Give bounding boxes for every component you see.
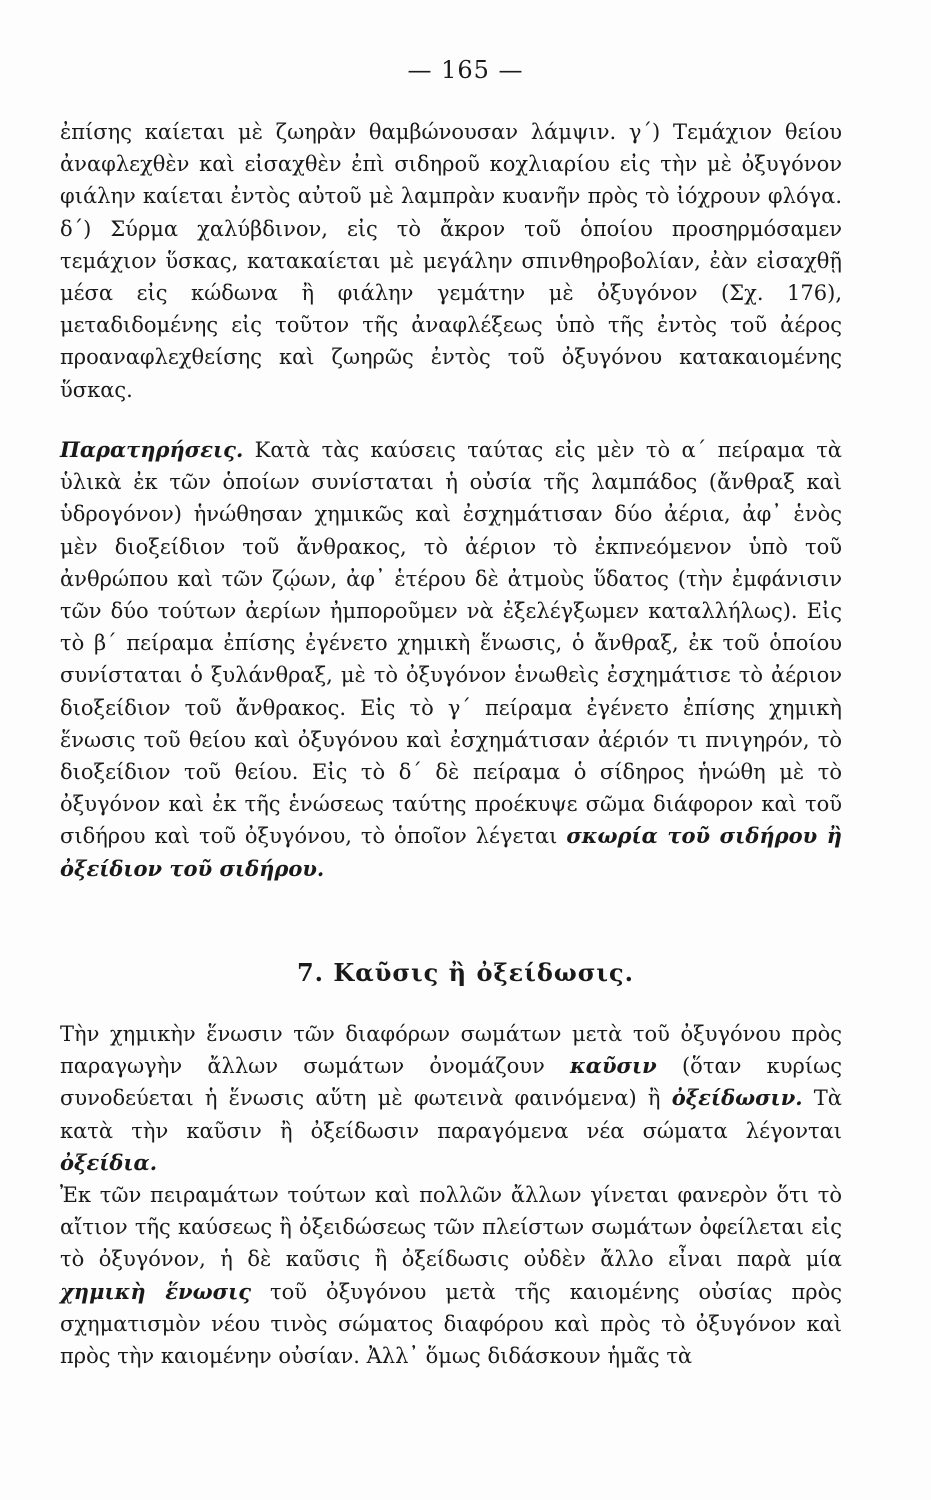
paragraph-body (60, 1018, 842, 1179)
section-heading: 7. Καῦσις ἢ ὀξείδωσις. (296, 958, 635, 987)
paragraph-text: ἐπίσης καίεται μὲ ζωηρὰν θαμβώνουσαν λάμψιν. γ΄) Τεμάχιον θείου ἀναφλεχθὲν καὶ εἰσαχθὲν ἐπὶ σιδηροῦ κοχλιαρίου εἰς τὴν μὲ ὀξυγόνον φιάλην καίεται ἐντὸς αὐτοῦ μὲ λαμπρὰν κυανῆν πρὸς τὸ ἰόχρουν φλόγα. δ΄) Σύρμα χαλύβδινον, εἰς τὸ ἄκρον τοῦ ὁποίου προσηρμόσαμεν τεμάχιον ὕσκας, κατακαίεται μὲ μεγάλην σπινθηροβολίαν, ἐὰν εἰσαχθῇ μέσα εἰς κώδωνα ἢ φιάλην γεμάτην μὲ ὀξυγόνον (Σχ. 176), μεταδιδομένης εἰς τοῦτον τῆς ἀναφλέξεως ὑπὸ τῆς ἐντὸς τοῦ ἀέρος προαναφλεχθείσης καὶ ζωηρῶς ἐντὸς τοῦ ὀξυγόνου κατακαιομένης ὕσκας. (60, 120, 842, 402)
definition-text-c: Τὰ κατὰ τὴν καῦσιν ἢ ὀξείδωσιν παραγόμενα νέα σώματα λέγονται (60, 1086, 842, 1143)
paragraph-conclusion (60, 1179, 842, 1372)
paragraph-body (60, 1179, 842, 1372)
conclusion-text-b: τοῦ ὀξυγόνου μετὰ τῆς καιομένης οὐσίας πρὸς σχηματισμὸν νέου τινὸς σώματος διαφόρου καὶ πρὸς τὸ ὀξυγόνον καὶ πρὸς τὴν καιομένην οὐσίαν. Ἀλλ᾽ ὅμως διδάσκουν ἡμᾶς τὰ (60, 1279, 842, 1369)
paragraph-observations (60, 434, 842, 885)
page-number: — 165 — (407, 56, 524, 84)
term-oxides: ὀξείδια. (60, 1149, 158, 1175)
paragraph-definition (60, 1018, 842, 1179)
term-rust: σκωρία τοῦ σιδήρου ἢ ὀξείδιον τοῦ σιδήρου. (60, 823, 842, 881)
paragraph-body (60, 434, 842, 885)
term-combustion: καῦσιν (570, 1053, 657, 1079)
definition-text-b: (ὅταν κυρίως συνοδεύεται ἡ ἕνωσις αὕτη μὲ φωτεινὰ φαινόμενα) ἢ (60, 1054, 843, 1111)
observations-text: Κατὰ τὰς καύσεις ταύτας εἰς μὲν τὸ α΄ πείραμα τὰ ὑλικὰ ἐκ τῶν ὁποίων συνίσταται ἡ οὐσία τῆς λαμπάδος (ἄνθραξ καὶ ὑδρογόνον) ἡνώθησαν χημικῶς καὶ ἐσχημάτισαν δύο ἀέρια, ἀφ᾽ ἑνὸς μὲν διοξείδιον τοῦ ἄνθρακος, τὸ ἀέριον τὸ ἐκπνεόμενον ὑπὸ τοῦ ἀνθρώπου καὶ τῶν ζῴων, ἀφ᾽ ἑτέρου δὲ ἀτμοὺς ὕδατος (τὴν ἐμφάνισιν τῶν δύο τούτων ἀερίων ἠμποροῦμεν νὰ ἐξελέγξωμεν καταλλήλως). Εἰς τὸ β΄ πείραμα ἐπίσης ἐγένετο χημικὴ ἕνωσις, ὁ ἄνθραξ, ἐκ τοῦ ὁποίου συνίσταται ὁ ξυλάνθραξ, μὲ τὸ ὀξυγόνον ἑνωθεὶς ἐσχημάτισε τὸ ἀέριον διοξείδιον τοῦ ἄνθρακος. Εἰς τὸ γ΄ πείραμα ἐγένετο ἐπίσης χημικὴ ἕνωσις τοῦ θείου καὶ ὀξυγόνου καὶ ἐσχημάτισαν ἀέριόν τι πνιγηρόν, τὸ διοξείδιον τοῦ θείου. Εἰς τὸ δ΄ δὲ πείραμα ὁ σίδηρος ἡνώθη μὲ τὸ ὀξυγόνον καὶ ἐκ τῆς ἑνώσεως ταύτης προέκυψε σῶμα διάφορον καὶ τοῦ σιδήρου καὶ τοῦ ὀξυγόνου, τὸ ὁποῖον λέγεται (60, 438, 842, 849)
conclusion-text-a: Ἐκ τῶν πειραμάτων τούτων καὶ πολλῶν ἄλλων γίνεται φανερὸν ὅτι τὸ αἴτιον τῆς καύσεως ἢ ὀξειδώσεως τῶν πλείστων σωμάτων ὀφείλεται εἰς τὸ ὀξυγόνον, ἡ δὲ καῦσις ἢ ὀξείδωσις οὐδὲν ἄλλο εἶναι παρὰ μία (60, 1183, 842, 1272)
term-oxidation: ὀξείδωσιν. (671, 1085, 803, 1111)
paragraph-experiments-continued (60, 116, 842, 406)
term-chemical-union: χημικὴ ἕνωσις (60, 1278, 252, 1304)
definition-text-a: Τὴν χημικὴν ἕνωσιν τῶν διαφόρων σωμάτων μετὰ τοῦ ὀξυγόνου πρὸς παραγωγὴν ἄλλων σωμάτων ὀνομάζουν (60, 1022, 842, 1079)
observations-label: Παρατηρήσεις. (60, 437, 244, 462)
